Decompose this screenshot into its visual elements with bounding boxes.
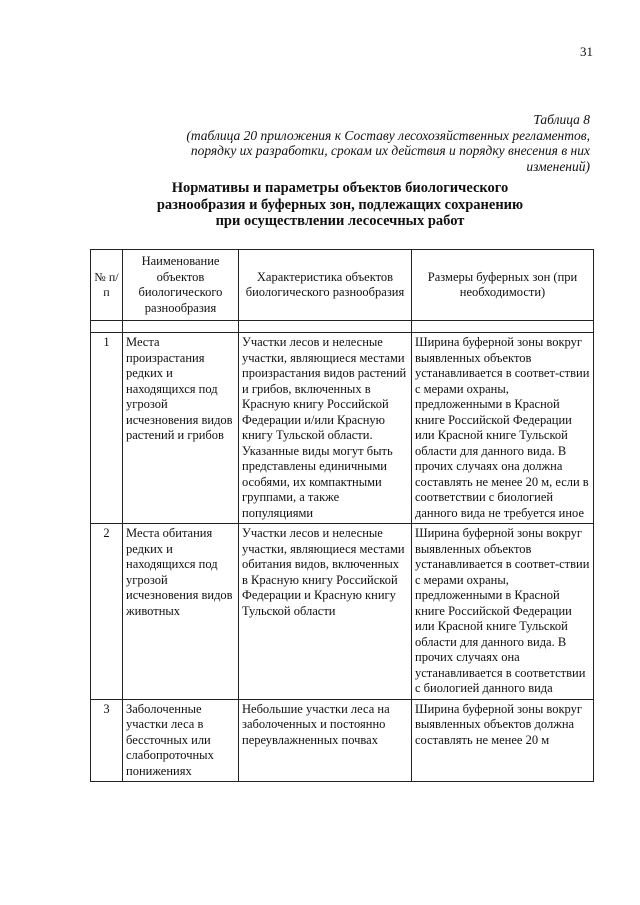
page-number: 31 bbox=[580, 44, 593, 59]
table-caption bbox=[100, 112, 590, 174]
cell-num: 3 bbox=[91, 699, 123, 782]
cell-characteristics: Участки лесов и нелесные участки, являющиеся местами произрастания видов растений и грибов, включенных в Красную книгу Российской Федерации и/или Красную книгу Тульской области. Указанные виды могут быть представлены единичными особями, их компактными группами, а также популяциями bbox=[239, 333, 412, 524]
cell-buffer: Ширина буферной зоны вокруг выявленных объектов устанавливается в соответ-ствии с мерами охраны, предложенными в Красной книге Российской Федерации или Красной книге Тульской области для данного вида. В прочих случаях она устанавливается в соответствии с биологией данного вида bbox=[412, 524, 594, 700]
table-spacer-row bbox=[91, 321, 594, 333]
cell-num: 1 bbox=[91, 333, 123, 524]
cell-characteristics: Участки лесов и нелесные участки, являющиеся местами обитания видов, включенных в Красную книгу Российской Федерации и Красную книгу Тульской области bbox=[239, 524, 412, 700]
table-row bbox=[91, 699, 594, 782]
caption-reference-line: порядку их разработки, срокам их действия и порядку внесения в них bbox=[190, 143, 590, 158]
cell-num: 2 bbox=[91, 524, 123, 700]
caption-table-label: Таблица 8 bbox=[533, 112, 590, 127]
header-characteristics: Характеристика объектов биологического разнообразия bbox=[239, 250, 412, 321]
cell-name: Места произрастания редких и находящихся под угрозой исчезновения видов растений и грибов bbox=[123, 333, 239, 524]
header-name: Наименование объектов биологического разнообразия bbox=[123, 250, 239, 321]
table-row bbox=[91, 524, 594, 700]
cell-buffer: Ширина буферной зоны вокруг выявленных объектов должна составлять не менее 20 м bbox=[412, 699, 594, 782]
cell-characteristics: Небольшие участки леса на заболоченных и постоянно переувлажненных почвах bbox=[239, 699, 412, 782]
cell-buffer: Ширина буферной зоны вокруг выявленных объектов устанавливается в соответ-ствии с мерами охраны, предложенными в Красной книге Российской Федерации или Красной книге Тульской области для данного вида. В прочих случаях она должна составлять не менее 20 м, если в соответствии с биологией данного вида не требуется иное bbox=[412, 333, 594, 524]
title-line: при осуществлении лесосечных работ bbox=[215, 213, 465, 229]
header-buffer: Размеры буферных зон (при необходимости) bbox=[412, 250, 594, 321]
cell-name: Места обитания редких и находящихся под угрозой исчезновения видов животных bbox=[123, 524, 239, 700]
caption-reference-line: изменений) bbox=[526, 158, 590, 174]
document-title bbox=[120, 180, 560, 230]
caption-reference-line: (таблица 20 приложения к Составу лесохозяйственных регламентов, bbox=[186, 127, 590, 143]
cell-name: Заболоченные участки леса в бессточных или слабопроточных понижениях bbox=[123, 699, 239, 782]
table-header-row bbox=[91, 250, 594, 321]
header-num: № п/п bbox=[91, 250, 123, 321]
title-line: разнообразия и буферных зон, подлежащих сохранению bbox=[156, 196, 524, 213]
biodiversity-norms-table bbox=[90, 249, 594, 782]
title-line: Нормативы и параметры объектов биологического bbox=[171, 180, 509, 196]
table-row bbox=[91, 333, 594, 524]
